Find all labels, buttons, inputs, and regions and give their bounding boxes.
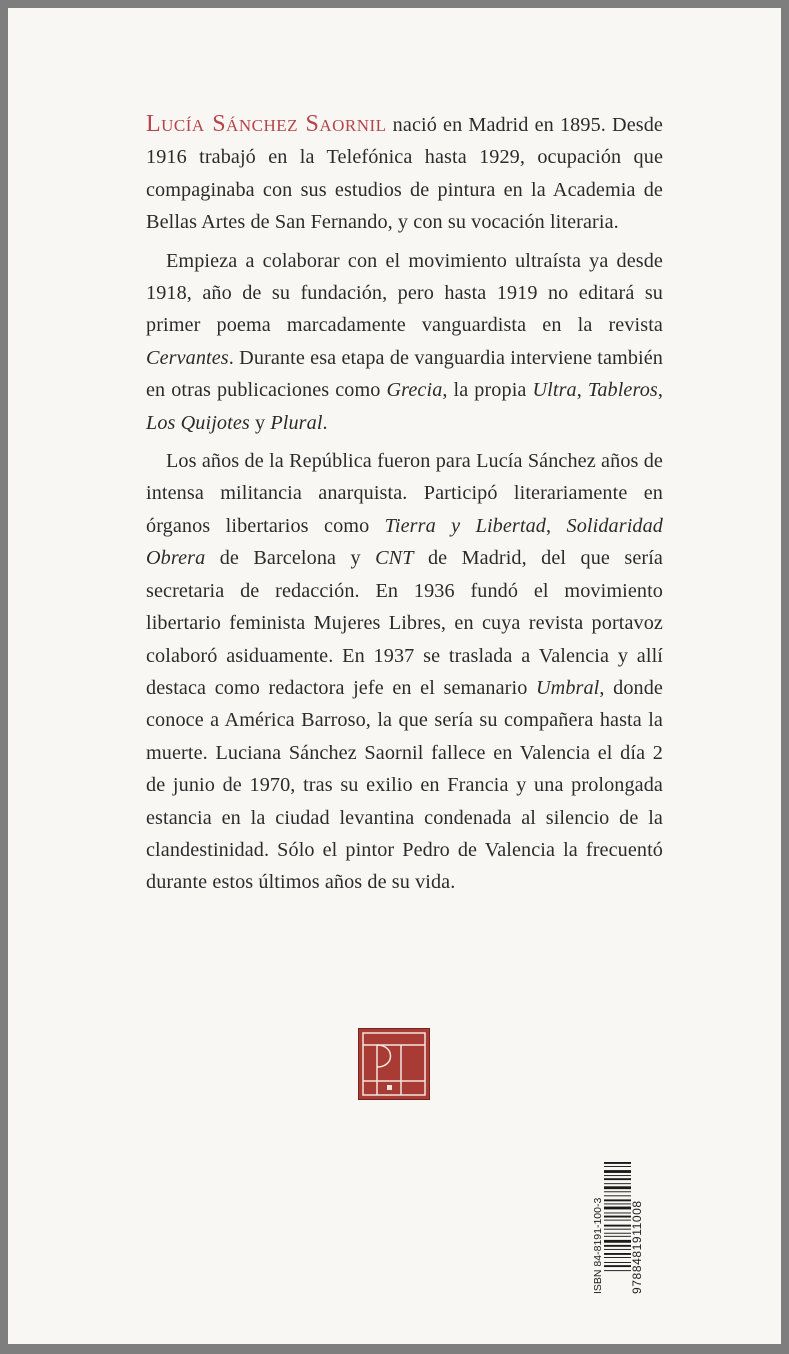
paragraph-3 [146, 445, 663, 899]
barcode-bar [604, 1207, 631, 1210]
barcode-bar [604, 1225, 631, 1227]
barcode-bar [604, 1183, 631, 1184]
barcode-bar [604, 1186, 631, 1189]
text-run: y [249, 411, 271, 434]
barcode-bar [604, 1262, 631, 1263]
text-run: , la propia [442, 379, 533, 402]
barcode-bar [604, 1191, 631, 1192]
text-run: de Madrid, del que sería secretaria de redacción. En 1936 fundó el movimiento libertario feminista Mujeres Libres, en cuya revista portavoz colaboró asiduamente. En 1937 se traslada a Valencia y allí destaca como redactora jefe en el semanario [146, 547, 663, 699]
barcode-bar [604, 1233, 631, 1234]
paragraph-1 [146, 108, 663, 239]
barcode-bar [604, 1175, 631, 1176]
italic-title: Umbral [535, 676, 600, 699]
barcode-bars [604, 1162, 631, 1271]
barcode-bar [604, 1166, 631, 1167]
barcode-bar [604, 1257, 631, 1258]
italic-title: Grecia [386, 379, 443, 402]
barcode-bar [604, 1220, 631, 1221]
barcode-bar [604, 1199, 631, 1201]
text-run: , [576, 379, 588, 402]
barcode-bar [604, 1249, 631, 1250]
italic-title: Solidaridad Obrera [146, 514, 663, 570]
italic-title: Plural [270, 411, 323, 434]
text-run: de Barcelona y [205, 547, 376, 570]
isbn-label: ISBN 84-8191-100-3 [592, 1197, 604, 1294]
publisher-logo-icon [359, 1029, 429, 1099]
barcode-bar [604, 1213, 631, 1214]
isbn-barcode [584, 1158, 644, 1298]
italic-title: CNT [375, 547, 414, 570]
ean-digits: 9788481911008 [630, 1200, 644, 1294]
paragraph-2 [146, 245, 663, 439]
publisher-logo [358, 1028, 430, 1100]
text-run: , [657, 379, 664, 402]
back-cover [8, 8, 781, 1344]
text-run: . Durante esa etapa de vanguardia interviene también en otras publicaciones como [146, 346, 663, 402]
barcode-bar [604, 1240, 631, 1243]
barcode-bar [604, 1195, 631, 1196]
barcode-bar [604, 1203, 631, 1204]
barcode-bar [604, 1170, 631, 1173]
barcode-bar [604, 1265, 631, 1267]
barcode-bar [604, 1162, 631, 1164]
synopsis-text [146, 108, 663, 899]
barcode-bar [604, 1270, 631, 1271]
text-run: nació en Madrid en 1895. Desde 1916 trabajó en la Telefónica hasta 1929, ocupación que compaginaba con sus estudios de pintura en la Academia de Bellas Artes de San Fernando, y con su vocación literaria. [146, 114, 663, 234]
text-run: Los años de la República fueron para Lucía Sánchez años de intensa militancia anarquista. Participó literariamente en órganos libertarios como [146, 450, 663, 537]
barcode-bar [604, 1229, 631, 1230]
italic-title: Ultra [532, 379, 577, 402]
barcode-bar [604, 1178, 631, 1180]
text-run: Empieza a colaborar con el movimiento ultraísta ya desde 1918, año de su fundación, pero hasta 1919 no editará su primer poema marcadamente vanguardista en la revista [146, 249, 663, 337]
barcode-bar [604, 1245, 631, 1247]
barcode-bar [604, 1253, 631, 1255]
barcode-bar [604, 1216, 631, 1218]
text-run: . [322, 411, 328, 434]
italic-title: Cervantes [146, 346, 229, 369]
italic-title: Tierra y Libertad [384, 514, 546, 537]
author-name: Lucía Sánchez Saornil [146, 111, 387, 137]
text-run: , donde conoce a América Barroso, la que sería su compañera hasta la muerte. Luciana Sánchez Saornil fallece en Valencia el día 2 de junio de 1970, tras su exilio en Francia y una prolongada estancia en la ciudad levantina condenada al silencio de la clandestinidad. Sólo el pintor Pedro de Valencia la frecuentó durante estos últimos años de su vida. [146, 676, 663, 894]
text-run: , [545, 514, 567, 537]
italic-title: Los Quijotes [146, 411, 250, 434]
barcode-bar [604, 1236, 631, 1237]
italic-title: Tableros [587, 379, 658, 402]
